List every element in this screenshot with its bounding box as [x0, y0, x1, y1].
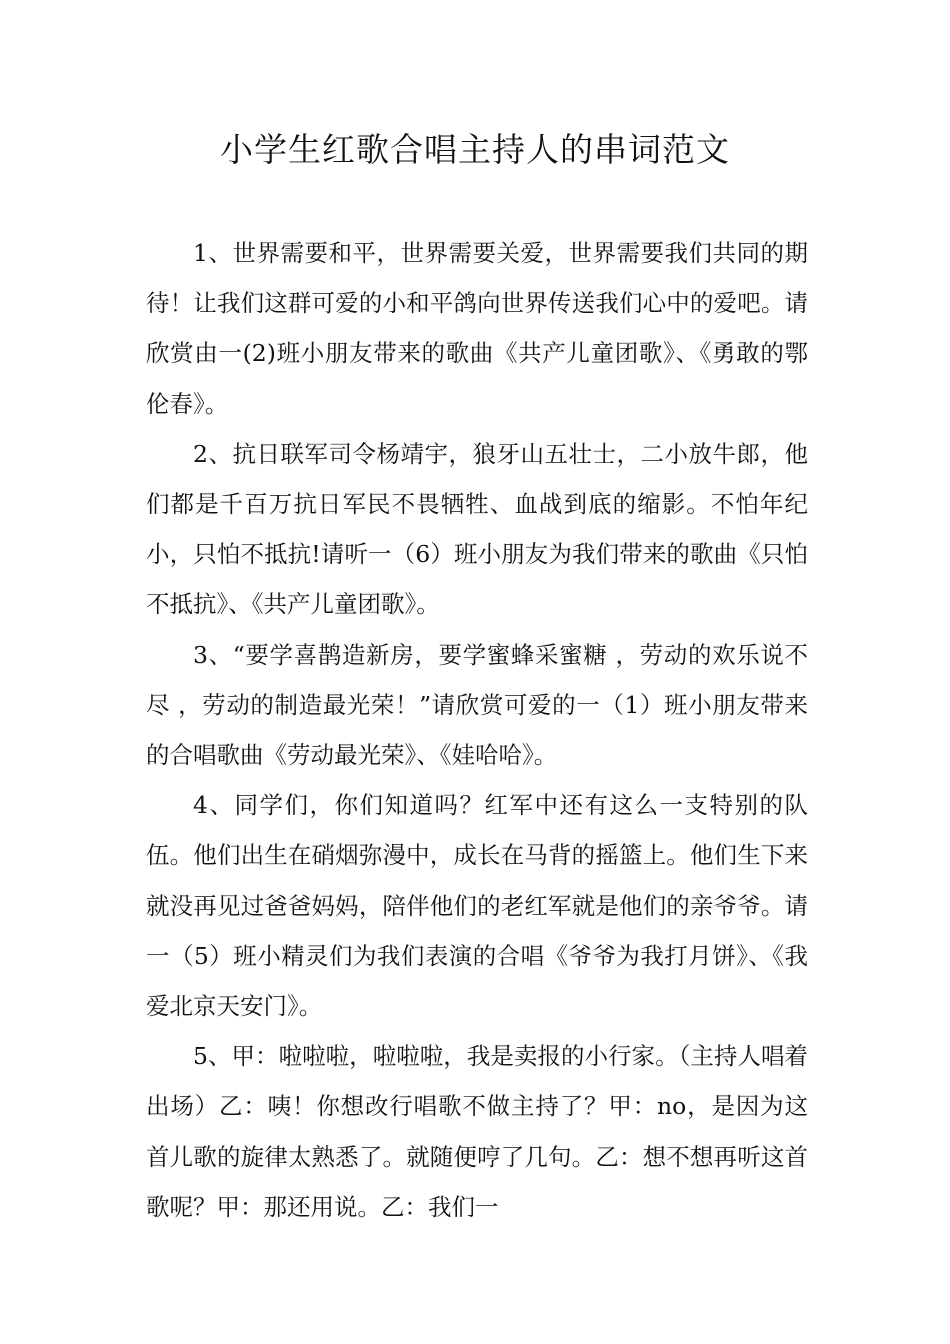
paragraph-3: 3、“要学喜鹊造新房，要学蜜蜂采蜜糖 ，劳动的欢乐说不尽 ，劳动的制造最光荣！”请欣赏可爱的一（1）班小朋友带来的合唱歌曲《劳动最光荣》、《娃哈哈》。 [146, 640, 808, 770]
paragraph-2: 2、抗日联军司令杨靖宇，狼牙山五壮士，二小放牛郎，他们都是千百万抗日军民不畏牺牲、血战到底的缩影。不怕年纪小，只怕不抵抗!请听一（6）班小朋友为我们带来的歌曲《只怕不抵抗》、《共产儿童团歌》。 [146, 439, 808, 619]
paragraph-4: 4、同学们，你们知道吗？红军中还有这么一支特别的队伍。他们出生在硝烟弥漫中，成长在马背的摇篮上。他们生下来就没再见过爸爸妈妈，陪伴他们的老红军就是他们的亲爷爷。请一（5）班小精灵们为我们表演的合唱《爷爷为我打月饼》、《我爱北京天安门》。 [146, 791, 808, 1021]
document-title: 小学生红歌合唱主持人的串词范文 [220, 130, 730, 169]
paragraph-1: 1、世界需要和平，世界需要关爱，世界需要我们共同的期待！让我们这群可爱的小和平鸽向世界传送我们心中的爱吧。请欣赏由一(2)班小朋友带来的歌曲《共产儿童团歌》、《勇敢的鄂伦春》。 [146, 239, 808, 418]
paragraph-5: 5、甲：啦啦啦，啦啦啦，我是卖报的小行家。（主持人唱着出场）乙：咦！你想改行唱歌不做主持了？甲：no，是因为这首儿歌的旋律太熟悉了。就随便哼了几句。乙：想不想再听这首歌呢？甲：那还用说。乙：我们一 [146, 1042, 808, 1221]
document-body [146, 228, 808, 1232]
